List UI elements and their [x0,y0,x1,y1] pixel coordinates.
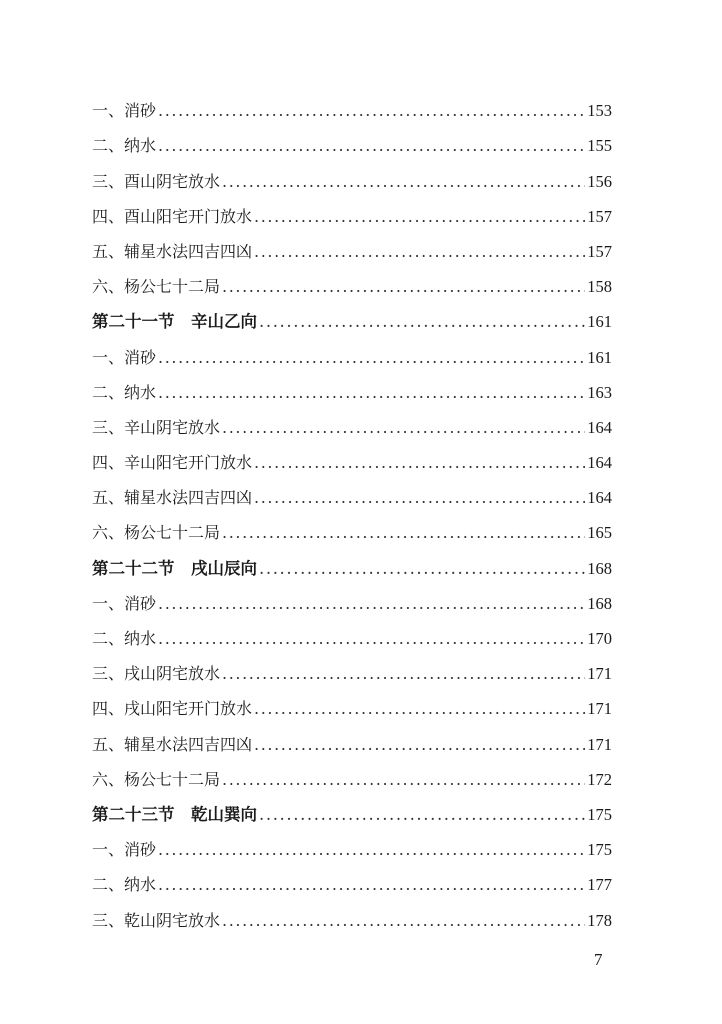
toc-dot-leader [254,207,585,227]
toc-entry-title: 二、纳水 [92,136,157,156]
toc-entry-title: 一、消砂 [92,593,157,613]
toc-entry-page: 165 [587,523,612,543]
toc-entry [92,192,612,227]
toc-entry-page: 171 [587,664,612,684]
toc-section-heading [92,543,612,578]
toc-entry-title: 六、杨公七十二局 [92,277,221,297]
toc-dot-leader [254,453,585,473]
toc-entry-page: 168 [587,558,612,578]
toc-entry [92,825,612,860]
toc-entry-page: 177 [587,875,612,895]
toc-dot-leader [222,172,585,192]
toc-entry-page: 171 [587,734,612,754]
table-of-contents [92,86,612,931]
toc-entry [92,579,612,614]
toc-entry-title: 五、辅星水法四吉四凶 [92,734,253,754]
toc-entry-page: 178 [587,910,612,930]
toc-entry-title: 二、纳水 [92,629,157,648]
page-number: 7 [594,950,603,969]
toc-dot-leader [254,488,585,508]
toc-entry-title: 三、乾山阴宅放水 [92,910,221,930]
toc-dot-leader [222,418,585,438]
toc-dot-leader [259,805,585,825]
toc-entry-title: 第二十一节 辛山乙向 [92,312,257,332]
toc-entry-page: 158 [587,277,612,297]
toc-entry-title: 一、消砂 [92,101,157,121]
toc-dot-leader [222,523,585,543]
toc-entry-title: 一、消砂 [92,347,157,367]
toc-dot-leader [222,277,585,297]
toc-dot-leader [222,770,585,790]
toc-entry-page: 157 [587,206,612,226]
toc-dot-leader [158,840,585,860]
toc-entry-page: 164 [587,488,612,508]
toc-entry-title: 一、消砂 [92,840,157,860]
toc-entry-title: 第二十二节 戌山辰向 [92,558,257,578]
toc-entry-page: 172 [587,769,612,789]
toc-entry [92,614,612,649]
toc-entry-page: 161 [587,312,612,332]
toc-entry-page: 164 [587,453,612,473]
toc-entry-title: 三、酉山阴宅放水 [92,171,221,191]
toc-entry [92,332,612,367]
toc-entry-page: 171 [587,699,612,719]
toc-dot-leader [158,348,585,368]
toc-dot-leader [254,242,585,262]
toc-entry-page: 175 [587,804,612,824]
toc-dot-leader [254,735,585,755]
toc-section-heading [92,790,612,825]
toc-entry-title: 六、杨公七十二局 [92,769,221,789]
toc-dot-leader [254,699,585,719]
toc-entry [92,156,612,191]
toc-entry [92,438,612,473]
toc-entry-title: 五、辅星水法四吉四凶 [92,488,253,508]
toc-entry [92,403,612,438]
toc-entry [92,227,612,262]
toc-entry [92,649,612,684]
toc-entry-page: 156 [587,171,612,191]
toc-dot-leader [222,664,585,684]
toc-entry-title: 四、酉山阳宅开门放水 [92,206,253,226]
toc-entry [92,895,612,930]
toc-entry [92,86,612,121]
toc-entry-title: 第二十三节 乾山巽向 [92,804,257,824]
toc-entry-page: 161 [587,347,612,367]
toc-entry [92,121,612,156]
toc-dot-leader [222,911,585,931]
toc-entry-page: 153 [587,101,612,121]
toc-dot-leader [259,312,585,332]
toc-dot-leader [259,559,585,579]
toc-entry [92,368,612,403]
toc-entry [92,262,612,297]
toc-dot-leader [158,383,585,403]
toc-dot-leader [158,594,585,614]
toc-entry-page: 164 [587,417,612,437]
toc-entry-title: 三、辛山阴宅放水 [92,417,221,437]
toc-entry-title: 四、戌山阳宅开门放水 [92,699,253,719]
toc-entry [92,860,612,895]
toc-entry-page: 168 [587,593,612,613]
toc-entry-page: 175 [587,840,612,860]
toc-entry-title: 六、杨公七十二局 [92,523,221,543]
toc-entry [92,755,612,790]
toc-dot-leader [158,101,585,121]
toc-section-heading [92,297,612,332]
toc-entry-page: 157 [587,241,612,261]
toc-dot-leader [158,629,585,649]
toc-entry-page: 170 [587,629,612,648]
toc-entry-title: 二、纳水 [92,382,157,402]
toc-dot-leader [158,875,585,895]
toc-dot-leader [158,136,585,156]
toc-entry [92,719,612,754]
toc-entry [92,508,612,543]
toc-entry-title: 三、戌山阴宅放水 [92,664,221,684]
toc-entry-title: 二、纳水 [92,875,157,895]
toc-entry-title: 四、辛山阳宅开门放水 [92,453,253,473]
toc-entry-page: 163 [587,382,612,402]
toc-entry-page: 155 [587,136,612,156]
toc-entry-title: 五、辅星水法四吉四凶 [92,241,253,261]
toc-entry [92,473,612,508]
toc-entry [92,684,612,719]
